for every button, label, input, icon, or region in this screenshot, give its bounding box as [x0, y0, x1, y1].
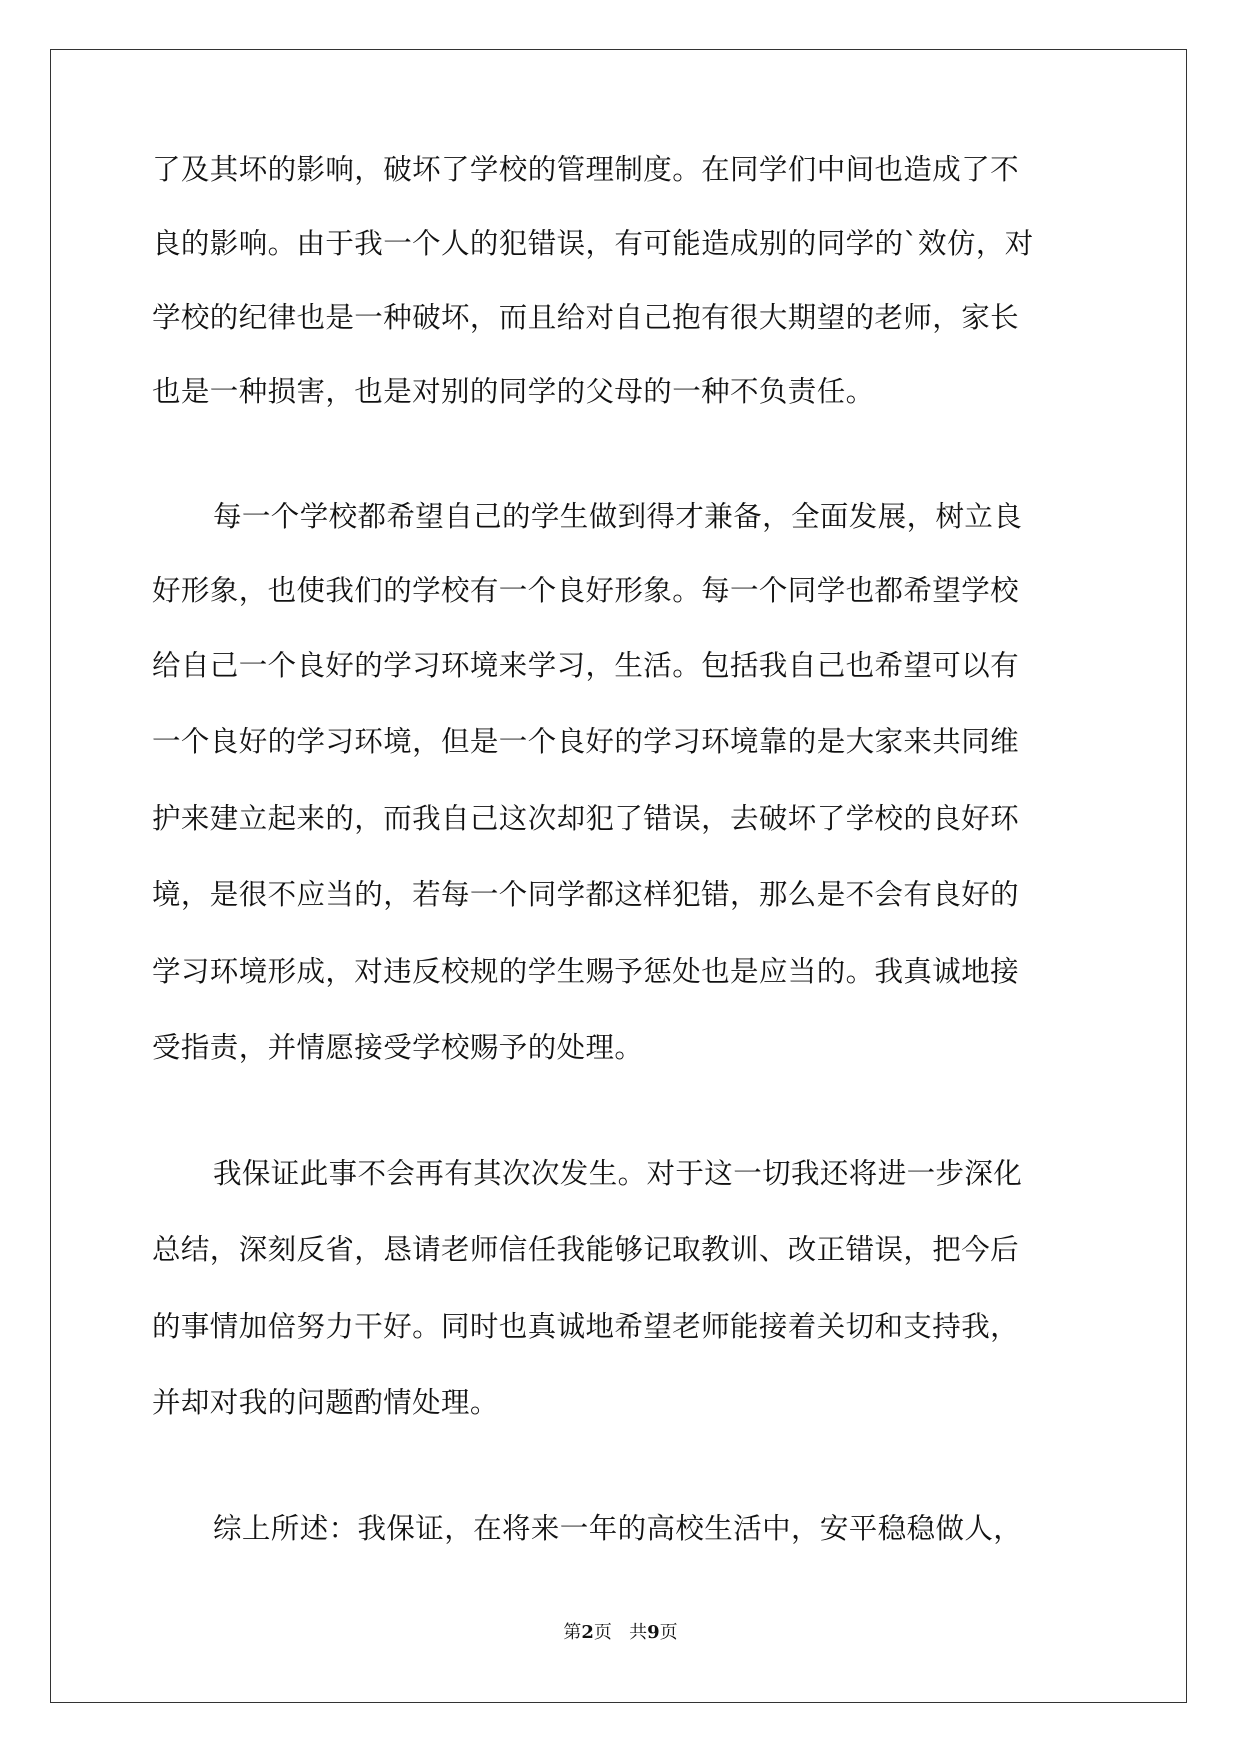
total-prefix: 共: [629, 1622, 648, 1643]
text-line: 也是一种损害，也是对别的同学的父母的一种不负责任。: [152, 375, 875, 408]
text-line: 的事情加倍努力干好。同时也真诚地希望老师能接着关切和支持我，: [152, 1310, 1020, 1343]
page-prefix: 第: [563, 1622, 582, 1643]
paragraph-first-line: 我保证此事不会再有其次次发生。对于这一切我还将进一步深化: [213, 1157, 1023, 1190]
text-line: 境，是很不应当的，若每一个同学都这样犯错，那么是不会有良好的: [152, 878, 1020, 911]
paragraph-first-line: 综上所述：我保证，在将来一年的高校生活中，安平稳稳做人，: [213, 1512, 1023, 1545]
text-line: 好形象，也使我们的学校有一个良好形象。每一个同学也都希望学校: [152, 574, 1020, 607]
text-line: 了及其坏的影响，破坏了学校的管理制度。在同学们中间也造成了不: [152, 153, 1020, 186]
text-line: 给自己一个良好的学习环境来学习，生活。包括我自己也希望可以有: [152, 649, 1020, 682]
text-line: 并却对我的问题酌情处理。: [152, 1386, 499, 1419]
text-line: 学习环境形成，对违反校规的学生赐予惩处也是应当的。我真诚地接: [152, 955, 1020, 988]
total-pages: 9: [647, 1622, 660, 1643]
text-line: 学校的纪律也是一种破坏，而且给对自己抱有很大期望的老师，家长: [152, 301, 1020, 334]
text-line: 一个良好的学习环境，但是一个良好的学习环境靠的是大家来共同维: [152, 725, 1020, 758]
page-number: 2: [581, 1622, 594, 1643]
text-line: 受指责，并情愿接受学校赐予的处理。: [152, 1031, 644, 1064]
text-line: 良的影响。由于我一个人的犯错误，有可能造成别的同学的`效仿，对: [152, 227, 1034, 260]
text-line: 护来建立起来的，而我自己这次却犯了错误，去破坏了学校的良好环: [152, 802, 1020, 835]
page-footer: [0, 1621, 1241, 1645]
page-suffix: 页: [593, 1622, 612, 1643]
text-line: 总结，深刻反省，恳请老师信任我能够记取教训、改正错误，把今后: [152, 1233, 1020, 1266]
paragraph-first-line: 每一个学校都希望自己的学生做到得才兼备，全面发展，树立良: [213, 500, 1023, 533]
total-suffix: 页: [659, 1622, 678, 1643]
